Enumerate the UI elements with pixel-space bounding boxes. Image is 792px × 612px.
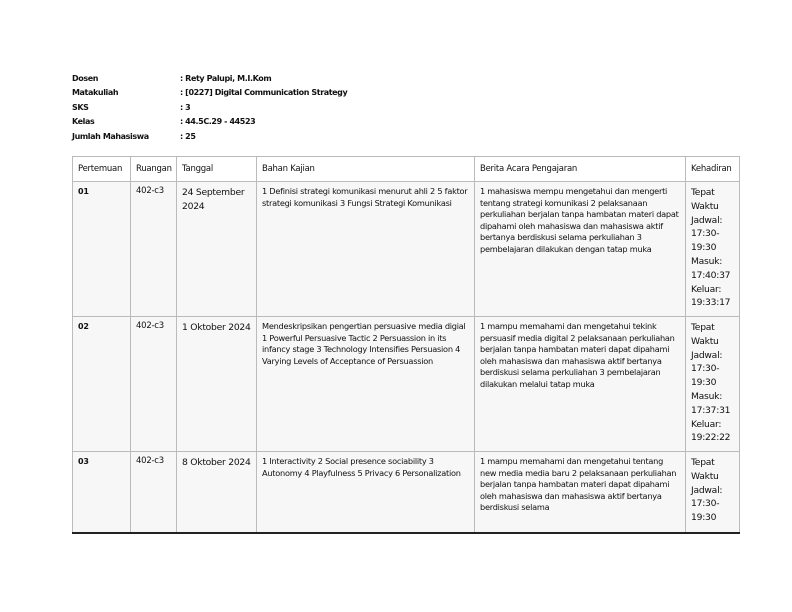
cell-kehadiran: Tepat Waktu Jadwal: 17:30-19:30: [686, 452, 740, 534]
cell-tanggal: 24 September 2024: [177, 182, 257, 317]
dosen-label: Dosen: [72, 74, 99, 83]
cell-pertemuan: 01: [73, 182, 131, 317]
header-bahan-kajian: Bahan Kajian: [257, 157, 475, 182]
matakuliah-value: : [0227] Digital Communication Strategy: [180, 88, 348, 98]
cell-kehadiran: Tepat Waktu Jadwal: 17:30-19:30 Masuk: 17:37:31 Keluar: 19:22:22: [686, 317, 740, 452]
table-header-row: [73, 157, 740, 182]
jumlah-value: : 25: [180, 131, 196, 141]
cell-ruangan: 402-c3: [131, 317, 177, 452]
cell-berita-acara: 1 mampu memahami dan mengetahui tekink persuasif media digital 2 pelaksanaan perkuliahan berjalan tanpa hambatan materi dapat dipahami oleh mahasiswa dan mahasiswa aktif bertanya berdiskusi selama perkuliahan 3 pembelajaran dilakukan melalui tatap muka: [475, 317, 686, 452]
cell-bahan-kajian: 1 Interactivity 2 Social presence sociability 3 Autonomy 4 Playfulness 5 Privacy 6 Personalization: [257, 452, 475, 534]
cell-tanggal: 1 Oktober 2024: [177, 317, 257, 452]
cell-ruangan: 402-c3: [131, 452, 177, 534]
attendance-table: [72, 156, 740, 534]
table-row: [73, 317, 740, 452]
cell-pertemuan: 03: [73, 452, 131, 534]
cell-ruangan: 402-c3: [131, 182, 177, 317]
kelas-label: Kelas: [72, 117, 95, 127]
cell-kehadiran: Tepat Waktu Jadwal: 17:30-19:30 Masuk: 17:40:37 Keluar: 19:33:17: [686, 182, 740, 317]
jumlah-label: Jumlah Mahasiswa: [72, 131, 149, 141]
header-tanggal: Tanggal: [177, 157, 257, 182]
header-berita-acara: Berita Acara Pengajaran: [475, 157, 686, 182]
kelas-value: : 44.5C.29 - 44523: [180, 117, 256, 127]
table-row: [73, 452, 740, 534]
sks-value: : 3: [180, 102, 191, 112]
header-pertemuan: Pertemuan: [73, 157, 131, 182]
cell-tanggal: 8 Oktober 2024: [177, 452, 257, 534]
cell-pertemuan: 02: [73, 317, 131, 452]
cell-berita-acara: 1 mahasiswa mempu mengetahui dan mengerti tentang strategi komunikasi 2 pelaksanaan perkuliahan berjalan tanpa hambatan materi dapat dipahami oleh mahasiswa dan mahasiswa aktif bertanya berdiskusi selama perkuliahan 3 pembelajaran dilakukan dengan tatap muka: [475, 182, 686, 317]
sks-label: SKS: [72, 102, 89, 112]
cell-bahan-kajian: 1 Definisi strategi komunikasi menurut ahli 2 5 faktor strategi komunikasi 3 Fungsi Strategi Komunikasi: [257, 182, 475, 317]
kelas-row: [72, 115, 347, 129]
cell-bahan-kajian: Mendeskripsikan pengertian persuasive media digial 1 Powerful Persuasive Tactic 2 Persuassion in its infancy stage 3 Technology Intensifies Persuasion 4 Varying Levels of Acceptance of Persuassion: [257, 317, 475, 452]
jumlah-row: [72, 130, 347, 144]
dosen-value: : Rety Palupi, M.I.Kom: [180, 74, 272, 83]
matakuliah-row: [72, 86, 347, 100]
course-info: [72, 72, 347, 144]
header-kehadiran: Kehadiran: [686, 157, 740, 182]
sks-row: [72, 101, 347, 115]
matakuliah-label: Matakuliah: [72, 88, 119, 98]
table-row: [73, 182, 740, 317]
cell-berita-acara: 1 mampu memahami dan mengetahui tentang new media media baru 2 pelaksanaan perkuliahan berjalan tanpa hambatan materi dapat dipahami oleh mahasiswa dan mahasiswa aktif bertanya berdiskusi selama: [475, 452, 686, 534]
header-ruangan: Ruangan: [131, 157, 177, 182]
dosen-row: [72, 72, 347, 86]
